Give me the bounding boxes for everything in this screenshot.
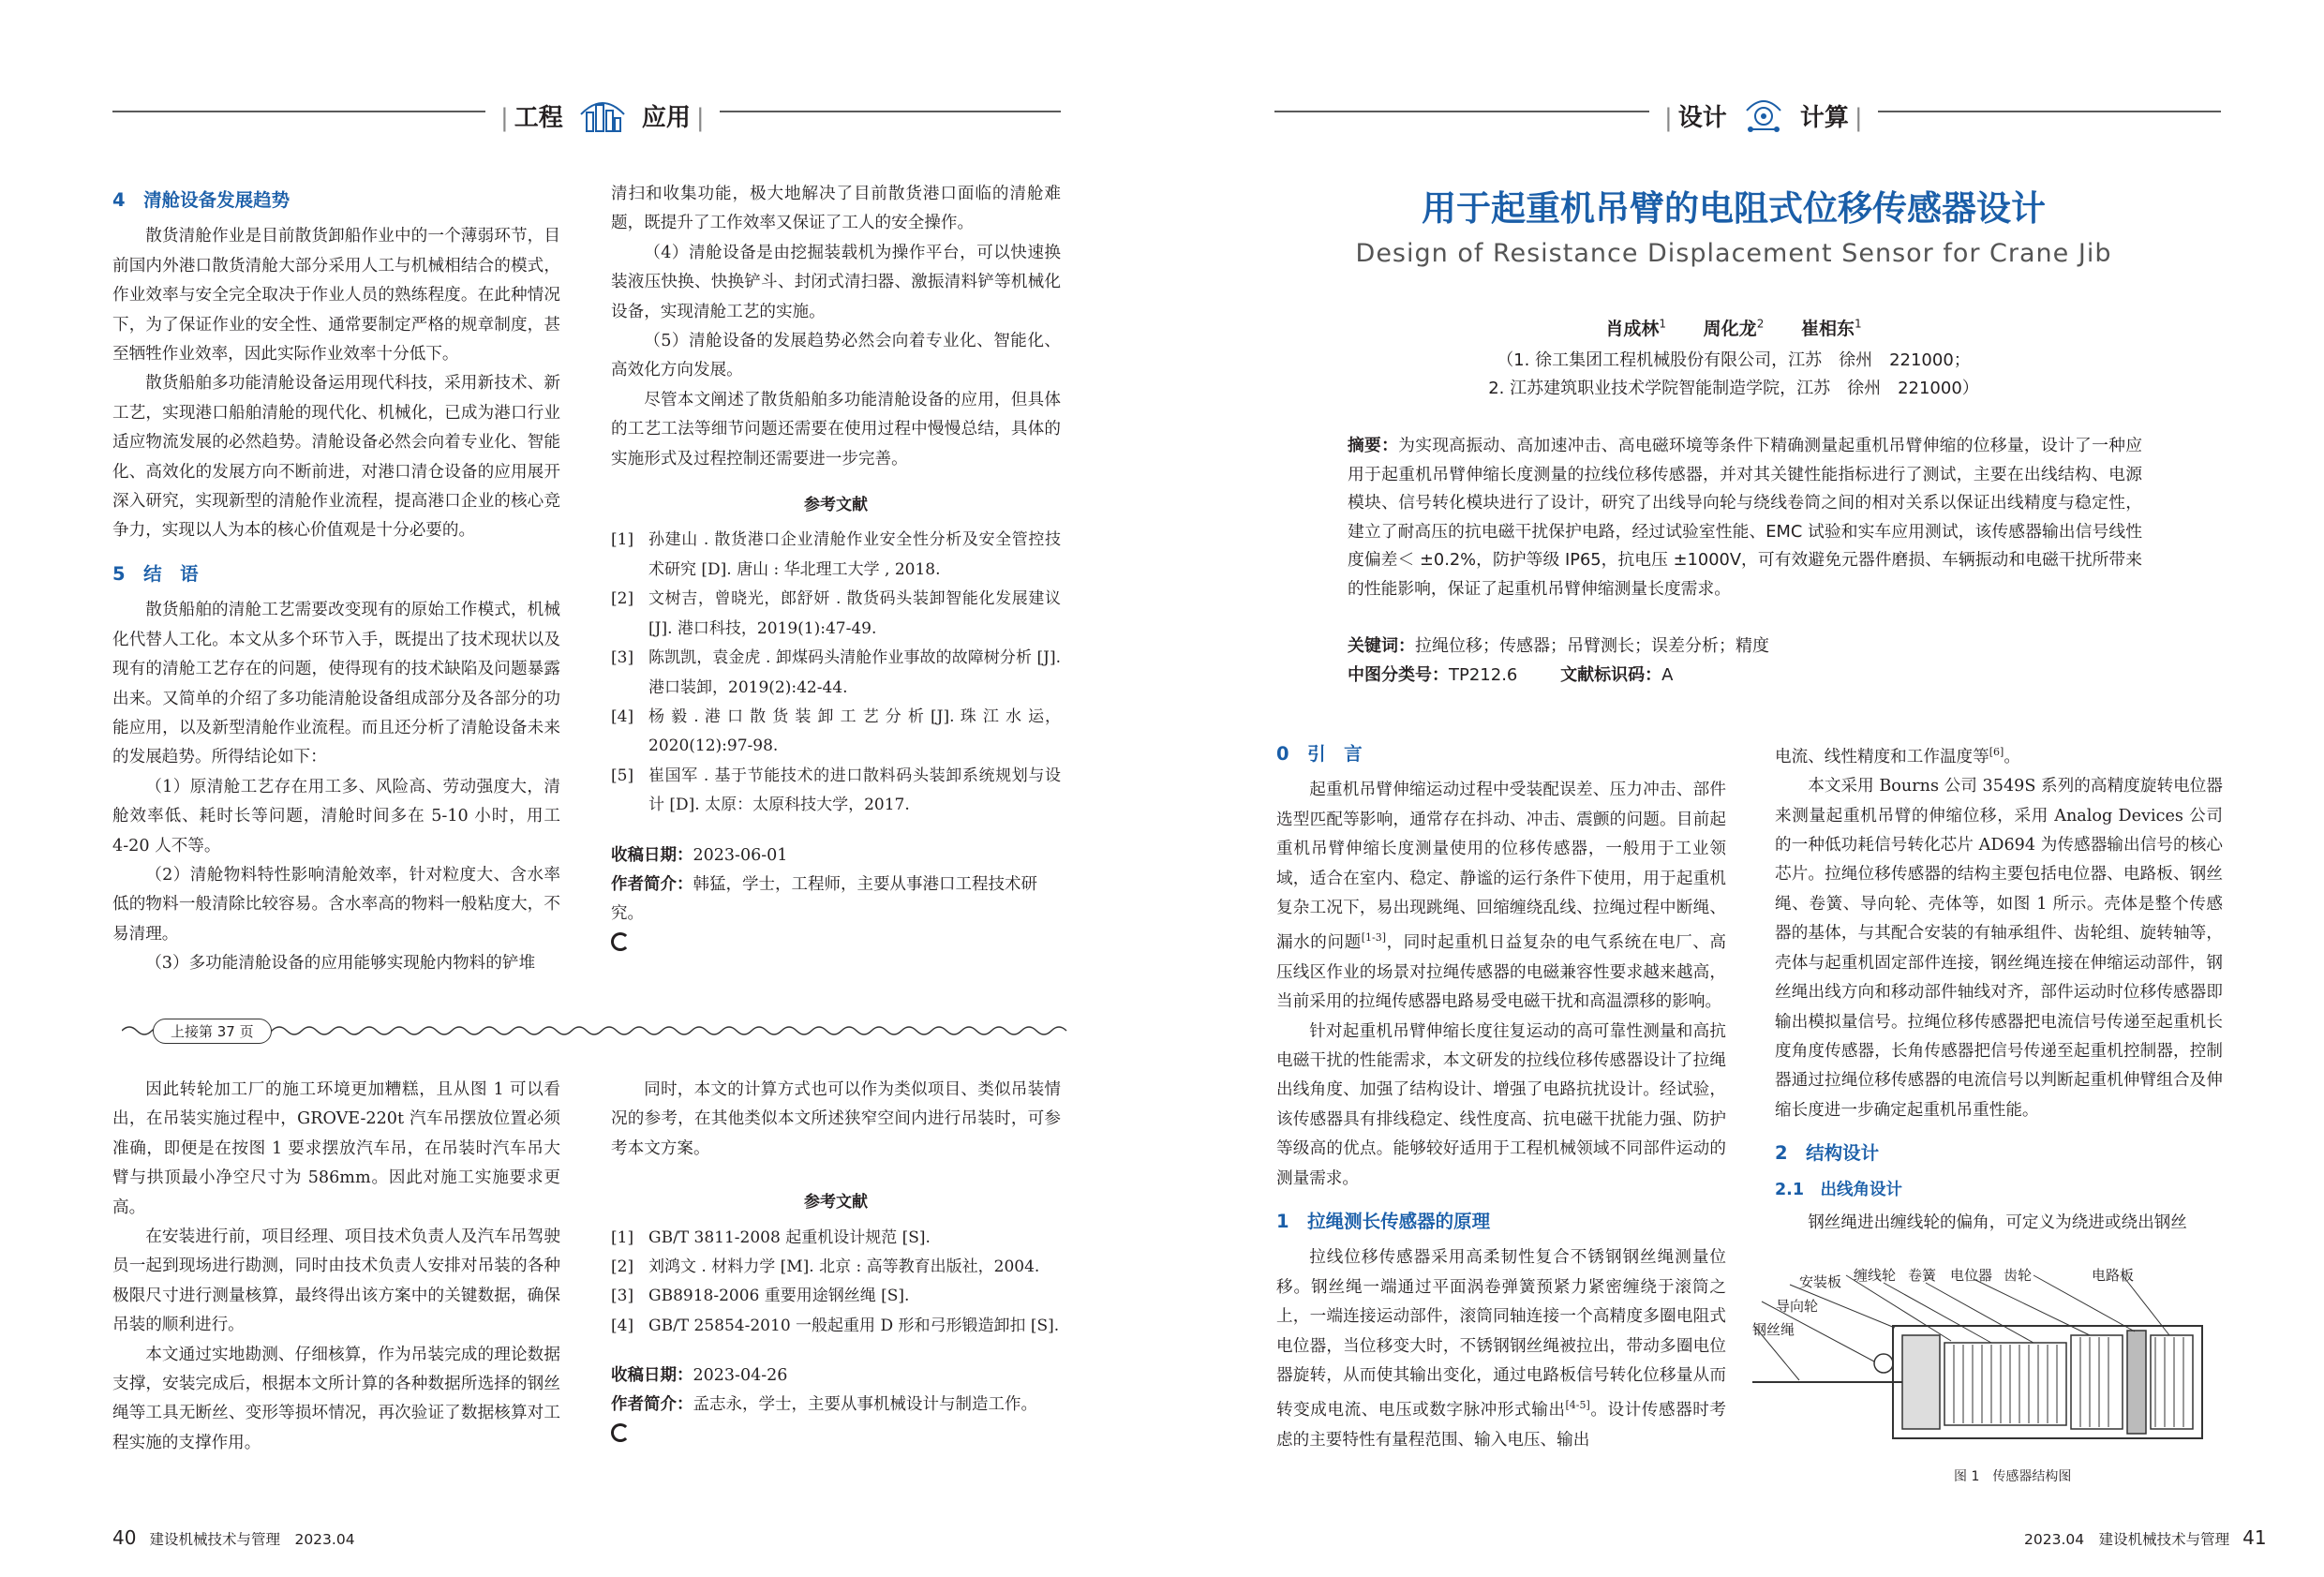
- end-mark-icon: [611, 932, 630, 951]
- affiliation-2: 2. 江苏建筑职业技术学院智能制造学院，江苏 徐州 221000）: [1488, 379, 1979, 398]
- ref-text: 杨 毅 . 港 口 散 货 装 卸 工 艺 分 析 [J]. 珠 江 水 运，2020(12):97-98.: [648, 707, 1061, 756]
- author-value: 孟志永，学士，主要从事机械设计与制造工作。: [693, 1395, 1037, 1415]
- paragraph-text: 起重机吊臂伸缩运动过程中受装配误差、压力冲击、部件选型匹配等影响，通常存在抖动、冲击、震颤的问题。目前起重机吊臂伸缩长度测量使用的位移传感器，一般用于工业领域，适合在室内、稳定、静谧的运行条件下使用，用于起重机复杂工况下，易出现跳绳、回缩缠绕乱线、拉绳过程中断绳、漏水的问题: [1276, 781, 1726, 953]
- paragraph: 因此转轮加工厂的施工环境更加糟糕，且从图 1 可以看出，在吊装实施过程中，GROVE-220t 汽车吊摆放位置必须准确，即便是在按图 1 要求摆放汽车吊，在吊装时汽车吊大臂与拱顶最小净空尺寸为 586mm。因此对施工实施要求更高。: [112, 1080, 560, 1217]
- left-footer: [112, 1526, 355, 1549]
- ref-number: [3]: [611, 648, 634, 668]
- paragraph-text: 。: [2004, 747, 2020, 766]
- paragraph: （1）原清舱工艺存在用工多、风险高、劳动强度大，清舱效率低、耗时长等问题，清舱时间多在 5-10 小时，用工 4-20 人不等。: [112, 777, 560, 855]
- figure-label: 安装板: [1799, 1273, 1842, 1290]
- right-col2: [1775, 737, 2223, 1238]
- section-0-heading: 0 引 言: [1276, 743, 1363, 765]
- left-section-tag: | 工程 应用 |: [485, 96, 720, 133]
- figure-label: 齿轮: [2004, 1267, 2033, 1284]
- abstract: [1348, 432, 2142, 603]
- author-name: 崔相东: [1801, 319, 1855, 339]
- author-name: 周化龙: [1703, 319, 1757, 339]
- left-top-col2: [611, 180, 1061, 961]
- reference-item: [611, 1282, 1061, 1311]
- clc-label: 中图分类号：: [1348, 665, 1449, 685]
- paragraph: 针对起重机吊臂伸缩长度往复运动的高可靠性测量和高抗电磁干扰的性能需求，本文研发的拉线位移传感器设计了拉绳出线角度、加强了结构设计、增强了电路抗扰设计。经试验，该传感器具有排线稳定、线性度高、抗电磁干扰能力强、防护等级高的优点。能够较好适用于工程机械领域不同部件运动的测量需求。: [1276, 1021, 1726, 1188]
- date-value: 2023-06-01: [693, 845, 788, 865]
- paragraph: 钢丝绳进出缠线轮的偏角，可定义为绕进或绕出钢丝: [1808, 1213, 2187, 1232]
- author-affil-mark: 1: [1855, 317, 1862, 331]
- ref-text: 崔国军 . 基于节能技术的进口散料码头装卸系统规划与设计 [D]. 太原：太原科技大学，2017.: [648, 766, 1061, 815]
- ref-number: [5]: [611, 766, 634, 785]
- paragraph-text: 电流、线性精度和工作温度等: [1775, 747, 1989, 766]
- keywords-label: 关键词：: [1348, 636, 1415, 656]
- reference-item: [611, 526, 1061, 585]
- paragraph: 本文采用 Bourns 公司 3549S 系列的高精度旋转电位器来测量起重机吊臂的伸缩位移，采用 Analog Devices 公司的一种低功耗信号转化芯片 AD694 为传感器输出信号的核心芯片。拉绳位移传感器的结构主要包括电位器、电路板、钢丝绳、卷簧、导向轮、壳体等，如图 1 所示。壳体是整个传感器的基体，与其配合安装的有轴承组件、齿轮组、旋转轴等，壳体与起重机固定部件连接，钢丝绳连接在伸缩运动部件，钢丝绳出线方向和移动部件轴线对齐，部件运动时位移传感器即输出模拟量信号。拉绳位移传感器把电流信号传递至起重机长度角度传感器，长角传感器把信号传递至起重机控制器，控制器通过拉绳位移传感器的电流信号以判断起重机伸臂组合及伸缩长度进一步确定起重机吊重性能。: [1775, 777, 2223, 1120]
- ref-text: GB/T 25854-2010 一般起重用 D 形和弓形锻造卸扣 [S].: [648, 1316, 1060, 1335]
- paragraph: 散货船舶的清舱工艺需要改变现有的原始工作模式，机械化代替人工化。本文从多个环节入手，既提出了技术现状以及现有的清舱工艺存在的问题，使得现有的技术缺陷及问题暴露出来。又简单的介绍了多功能清舱设备组成部分及各部分的功能应用，以及新型清舱作业流程。而且还分析了清舱设备未来的发展趋势。所得结论如下：: [112, 601, 560, 767]
- figure-label: 电路板: [2092, 1267, 2135, 1284]
- left-bottom-col2: [611, 1076, 1061, 1453]
- citation: [1-3]: [1361, 931, 1387, 945]
- doc-code-label: 文献标识码：: [1560, 665, 1662, 685]
- right-tag-b: 计算: [1799, 104, 1849, 132]
- references-heading: 参考文献: [804, 1193, 868, 1213]
- clc-value: TP212.6: [1449, 665, 1518, 685]
- received-date: [611, 841, 1061, 870]
- right-footer-text: 2023.04 建设机械技术与管理: [2024, 1531, 2230, 1548]
- paragraph: 散货船舶多功能清舱设备运用现代科技，采用新技术、新工艺，实现港口船舶清舱的现代化、机械化，已成为港口行业适应物流发展的必然趋势。清舱设备必然会向着专业化、智能化、高效化的发展方向不断前进，对港口清仓设备的应用展开深入研究，实现新型的清舱作业流程，提高港口企业的核心竞争力，实现以人为本的核心价值观是十分必要的。: [112, 374, 560, 541]
- author-value: 韩猛，学士，工程师，主要从事港口工程技术研究。: [611, 874, 1037, 923]
- figure-label: 卷簧: [1908, 1267, 1937, 1284]
- reference-item: [611, 1224, 1061, 1253]
- ref-number: [4]: [611, 707, 634, 726]
- ref-number: [4]: [611, 1316, 634, 1335]
- section-2-1-heading: 2.1 出线角设计: [1775, 1180, 1903, 1199]
- paragraph-text: 。设计传感器时考虑的主要特性有量程范围、输入电压、输出: [1276, 1401, 1726, 1450]
- paragraph: （5）清舱设备的发展趋势必然会向着专业化、智能化、高效化方向发展。: [611, 332, 1061, 380]
- reference-item: [611, 585, 1061, 644]
- date-value: 2023-04-26: [693, 1366, 788, 1386]
- right-footer: [2024, 1526, 2267, 1549]
- received-date: [611, 1361, 1061, 1391]
- ref-number: [3]: [611, 1287, 634, 1306]
- ref-number: [2]: [611, 589, 634, 609]
- author-bio: [611, 870, 1061, 929]
- paragraph: 本文通过实地勘测、仔细核算，作为吊装完成的理论数据支撑，安装完成后，根据本文所计算的各种数据所选择的钢丝绳等工具无断丝、变形等损坏情况，再次验证了数据核算对工程实施的支撑作用。: [112, 1345, 560, 1452]
- paragraph: [1276, 1243, 1726, 1455]
- section-2-heading: 2 结构设计: [1775, 1142, 1880, 1165]
- reference-item: [611, 703, 1061, 762]
- end-mark-icon: [611, 1423, 630, 1442]
- figure-label: 钢丝绳: [1752, 1321, 1795, 1338]
- right-col1: [1276, 734, 1726, 1455]
- figure-caption: 图 1 传感器结构图: [1954, 1469, 2072, 1484]
- ref-number: [1]: [611, 1227, 634, 1247]
- ref-number: [2]: [611, 1257, 634, 1277]
- right-section-tag: | 设计 计算 |: [1649, 96, 1878, 133]
- right-page-number: 41: [2242, 1526, 2267, 1549]
- author-list: [1284, 315, 2183, 340]
- author-affil-mark: 1: [1659, 317, 1666, 331]
- reference-item: [611, 644, 1061, 703]
- ref-text: GB/T 3811-2008 起重机设计规范 [S].: [648, 1227, 931, 1247]
- sensor-structure-figure: [1752, 1270, 2230, 1448]
- left-top-col1: [112, 180, 560, 979]
- paragraph: 同时，本文的计算方式也可以作为类似项目、类似吊装情况的参考，在其他类似本文所述狭窄空间内进行吊装时，可参考本文方案。: [611, 1080, 1061, 1158]
- reference-item: [611, 1312, 1061, 1341]
- continued-from-tag: 上接第 37 页: [153, 1019, 272, 1044]
- paragraph-text: 拉线位移传感器采用高柔韧性复合不锈钢钢丝绳测量位移。钢丝绳一端通过平面涡卷弹簧预紧力紧密缠绕于滚筒之上，一端连接运动部件，滚筒同轴连接一个高精度多圈电阻式电位器，当位移变大时，不锈钢钢丝绳被拉出，带动多圈电位器旋转，从而使其输出变化，通过电路板信号转化位移量从而转变成电流、电压或数字脉冲形式输出: [1276, 1248, 1726, 1421]
- ref-text: 孙建山 . 散货港口企业清舱作业安全性分析及安全管控技术研究 [D]. 唐山 : 华北理工大学 , 2018.: [648, 530, 1061, 579]
- references-heading: 参考文献: [804, 496, 868, 515]
- paragraph: （3）多功能清舱设备的应用能够实现舱内物料的铲堆: [145, 954, 536, 974]
- section-4-heading: 4 清舱设备发展趋势: [112, 189, 290, 211]
- paragraph: 在安装进行前，项目经理、项目技术负责人及汽车吊驾驶员一起到现场进行勘测，同时由技术负责人安排对吊装的各种极限尺寸进行测量核算，最终得出该方案中的关键数据，确保吊装的顺利进行。: [112, 1227, 560, 1335]
- left-tag-a: 工程: [514, 104, 563, 132]
- buildings-icon: [577, 96, 628, 133]
- paragraph: [1276, 776, 1726, 1017]
- paragraph: 散货清舱作业是目前散货卸船作业中的一个薄弱环节，目前国内外港口散货清舱大部分采用人工与机械相结合的模式，作业效率与安全完全取决于作业人员的熟练程度。在此种情况下，为了保证作业的安全性、通常要制定严格的规章制度，甚至牺牲作业效率，因此实际作业效率十分低下。: [112, 227, 560, 364]
- section-5-heading: 5 结 语: [112, 562, 199, 585]
- date-label: 收稿日期：: [611, 845, 693, 865]
- date-label: 收稿日期：: [611, 1366, 693, 1386]
- figure-label: 导向轮: [1776, 1298, 1819, 1315]
- author-label: 作者简介：: [611, 874, 693, 894]
- figure-label: 电位器: [1950, 1267, 1993, 1284]
- citation: [6]: [1989, 746, 2004, 758]
- abstract-text: 为实现高振动、高加速冲击、高电磁环境等条件下精确测量起重机吊臂伸缩的位移量，设计了一种应用于起重机吊臂伸缩长度测量的拉线位移传感器，并对其关键性能指标进行了测试，主要在出线结构、电源模块、信号转化模块进行了设计，研究了出线导向轮与绕线卷筒之间的相对关系以保证出线精度与稳定性，建立了耐高压的抗电磁干扰保护电路，经过试验室性能、EMC 试验和实车应用测试，该传感器输出信号线性度偏差＜ ±0.2%，防护等级 IP65，抗电压 ±1000V，可有效避免元器件磨损、车辆振动和电磁干扰所带来的性能影响，保证了起重机吊臂伸缩测量长度需求。: [1348, 436, 2142, 599]
- ref-text: 刘鸿文 . 材料力学 [M]. 北京 : 高等教育出版社，2004.: [648, 1257, 1040, 1277]
- ref-text: 陈凯凯，袁金虎 . 卸煤码头清舱作业事故的故障树分析 [J]. 港口装卸，2019(2):42-44.: [648, 648, 1061, 697]
- article-title-cn: 用于起重机吊臂的电阻式位移传感器设计: [1422, 188, 2046, 229]
- abstract-label: 摘要：: [1348, 436, 1399, 455]
- article-title-en: Design of Resistance Displacement Sensor for Crane Jib: [1355, 239, 2112, 268]
- author-bio: [611, 1391, 1061, 1420]
- paragraph-text: ，同时起重机日益复杂的电气系统在电厂、高压线区作业的场景对拉绳传感器的电磁兼容性要求越来越高，当前采用的拉绳传感器电路易受电磁干扰和高温漂移的影响。: [1276, 933, 1726, 1012]
- doc-code-value: A: [1661, 665, 1674, 685]
- paragraph: （2）清舱物料特性影响清舱效率，针对粒度大、含水率低的物料一般清除比较容易。含水率高的物料一般粘度大，不易清理。: [112, 865, 560, 944]
- keywords-text: 拉绳位移；传感器；吊臂测长；误差分析；精度: [1415, 636, 1769, 656]
- ref-number: [1]: [611, 530, 634, 550]
- section-1-heading: 1 拉绳测长传感器的原理: [1276, 1210, 1491, 1232]
- left-tag-b: 应用: [641, 104, 691, 132]
- affiliation-1: （1. 徐工集团工程机械股份有限公司，江苏 徐州 221000；: [1497, 350, 1971, 370]
- left-footer-text: 建设机械技术与管理 2023.04: [149, 1531, 355, 1548]
- ref-text: GB8918-2006 重要用途钢丝绳 [S].: [648, 1287, 910, 1306]
- citation: [4-5]: [1565, 1399, 1590, 1412]
- figure-label: 缠线轮: [1854, 1267, 1897, 1284]
- ref-text: 文树吉，曾晓光，郎舒妍 . 散货码头装卸智能化发展建议 [J]. 港口科技，2019(1):47-49.: [648, 589, 1061, 638]
- classification: [1348, 662, 2142, 686]
- gear-network-icon: [1741, 96, 1786, 133]
- paragraph: 清扫和收集功能，极大地解决了目前散货港口面临的清舱难题，既提升了工作效率又保证了工人的安全操作。: [611, 185, 1061, 233]
- left-page-number: 40: [112, 1526, 137, 1549]
- keywords: [1348, 632, 2142, 657]
- author-name: 肖成林: [1605, 319, 1660, 339]
- left-bottom-col1: [112, 1076, 560, 1458]
- reference-item: [611, 1253, 1061, 1282]
- paragraph: 尽管本文阐述了散货船舶多功能清舱设备的应用，但具体的工艺工法等细节问题还需要在使用过程中慢慢总结，具体的实施形式及过程控制还需要进一步完善。: [611, 390, 1061, 469]
- author-label: 作者简介：: [611, 1395, 693, 1415]
- reference-item: [611, 762, 1061, 821]
- paragraph: [1775, 737, 2223, 772]
- paragraph: （4）清舱设备是由挖掘装载机为操作平台，可以快速换装液压快换、快换铲斗、封闭式清扫器、激振清料铲等机械化设备，实现清舱工艺的实施。: [611, 243, 1061, 321]
- author-affil-mark: 2: [1756, 317, 1765, 331]
- right-tag-a: 设计: [1677, 104, 1727, 132]
